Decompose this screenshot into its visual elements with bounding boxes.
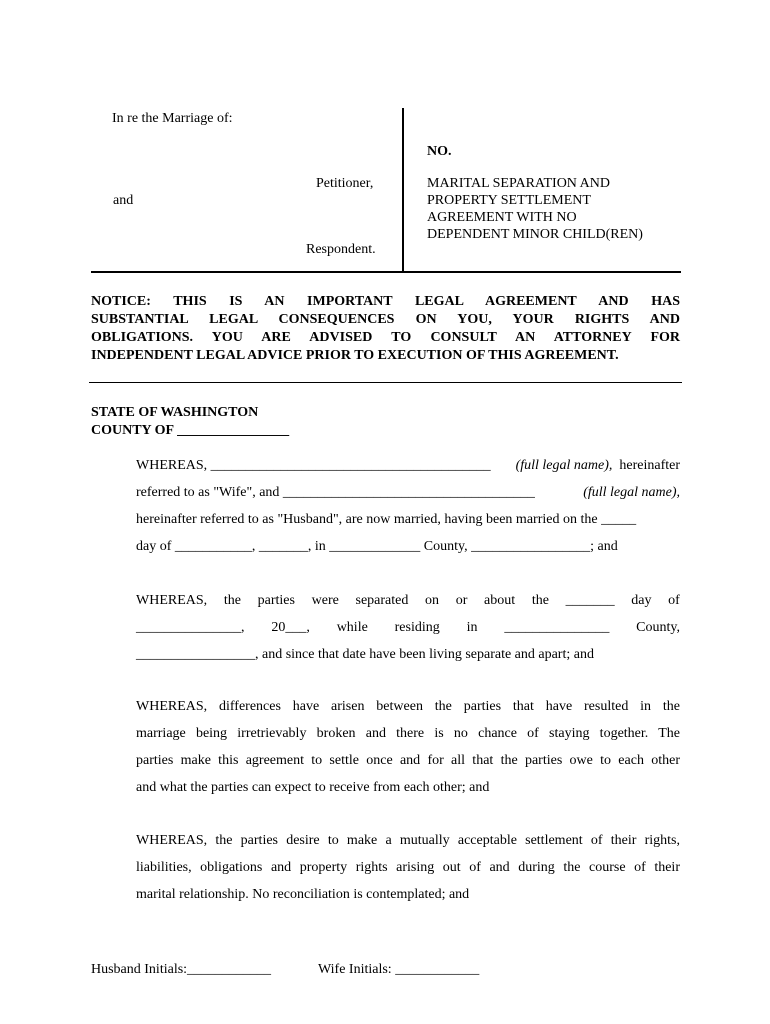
full-legal-name-note: (full legal name), [583, 485, 680, 500]
word: the [223, 593, 241, 608]
title-line: MARITAL SEPARATION AND [427, 176, 610, 191]
word: WHEREAS, [136, 593, 208, 608]
wife-name-blank[interactable]: WHEREAS, ________________________________________ [136, 458, 491, 473]
para2-line3 [136, 646, 680, 663]
word: County, [636, 620, 680, 635]
venue-state: STATE OF WASHINGTON [91, 405, 259, 420]
full-legal-name-note: (full legal name), [515, 458, 613, 473]
para3-text: parties make this agreement to settle once and for all that the parties owe to each other [136, 753, 680, 768]
marriage-place-text: day of ___________, _______, in _____________ County, _________________; and [136, 539, 618, 554]
para3-line3 [136, 752, 680, 769]
separation-year-blank[interactable]: 20___, [271, 620, 310, 635]
word: or [455, 593, 468, 608]
residing-county-blank[interactable]: _______________ [504, 620, 610, 635]
para4-line1 [136, 832, 680, 849]
para1-line2 [136, 484, 680, 501]
word: the [531, 593, 549, 608]
caption-bottom-rule [91, 271, 681, 273]
para1-line4 [136, 538, 680, 555]
husband-name-blank[interactable]: referred to as "Wife", and ____________________________________ [136, 485, 535, 500]
notice-rule [89, 382, 682, 383]
para3-line1 [136, 698, 680, 715]
in-re-label: In re the Marriage of: [112, 111, 233, 126]
notice-line: OBLIGATIONS. YOU ARE ADVISED TO CONSULT AN ATTORNEY FOR [91, 330, 680, 345]
word: residing [394, 620, 440, 635]
document-title [427, 175, 643, 243]
word: in [466, 620, 478, 635]
word: day [631, 593, 652, 608]
title-line: DEPENDENT MINOR CHILD(REN) [427, 227, 643, 242]
husband-initials-field[interactable]: Husband Initials:____________ [91, 962, 272, 977]
hereinafter-text: hereinafter [619, 458, 680, 473]
word: separated [355, 593, 409, 608]
para2-line2 [136, 619, 680, 636]
title-line: PROPERTY SETTLEMENT [427, 193, 591, 208]
word: about [484, 593, 516, 608]
para1-line3 [136, 511, 680, 528]
para1-line1 [136, 457, 680, 474]
word: on [425, 593, 440, 608]
legal-notice [91, 293, 680, 365]
wife-initials-field[interactable]: Wife Initials: ____________ [318, 962, 480, 977]
notice-line: SUBSTANTIAL LEGAL CONSEQUENCES ON YOU, YOUR RIGHTS AND [91, 312, 680, 327]
separation-day-blank[interactable]: _______ [565, 593, 615, 608]
para4-line3 [136, 886, 680, 903]
venue-county: COUNTY OF ________________ [91, 423, 290, 438]
word: parties [257, 593, 295, 608]
para3-text: marriage being irretrievably broken and there is no chance of staying together. The [136, 726, 680, 741]
marriage-date-text: hereinafter referred to as "Husband", are now married, having been married on the _____ [136, 512, 637, 527]
para3-text: WHEREAS, differences have arisen between the parties that have resulted in the [136, 699, 680, 714]
caption-divider [402, 108, 404, 273]
para3-line4 [136, 779, 680, 796]
separation-month-blank[interactable]: _______________, [136, 620, 245, 635]
word: while [336, 620, 368, 635]
petitioner-label: Petitioner, [316, 176, 374, 191]
residing-state-text: _________________, and since that date have been living separate and apart; and [136, 647, 594, 662]
word: were [311, 593, 339, 608]
case-number-label: NO. [427, 144, 452, 159]
para4-text: liabilities, obligations and property rights arising out of and during the course of their [136, 860, 680, 875]
notice-line: INDEPENDENT LEGAL ADVICE PRIOR TO EXECUTION OF THIS AGREEMENT. [91, 348, 619, 363]
para4-line2 [136, 859, 680, 876]
and-label: and [113, 193, 134, 208]
notice-line: NOTICE: THIS IS AN IMPORTANT LEGAL AGREEMENT AND HAS [91, 294, 680, 309]
para3-line2 [136, 725, 680, 742]
para2-line1 [136, 592, 680, 609]
para4-text: WHEREAS, the parties desire to make a mutually acceptable settlement of their rights, [136, 833, 680, 848]
title-line: AGREEMENT WITH NO [427, 210, 577, 225]
word: of [668, 593, 680, 608]
para4-text: marital relationship. No reconciliation is contemplated; and [136, 887, 470, 902]
para3-text: and what the parties can expect to receive from each other; and [136, 780, 490, 795]
respondent-label: Respondent. [306, 242, 376, 257]
